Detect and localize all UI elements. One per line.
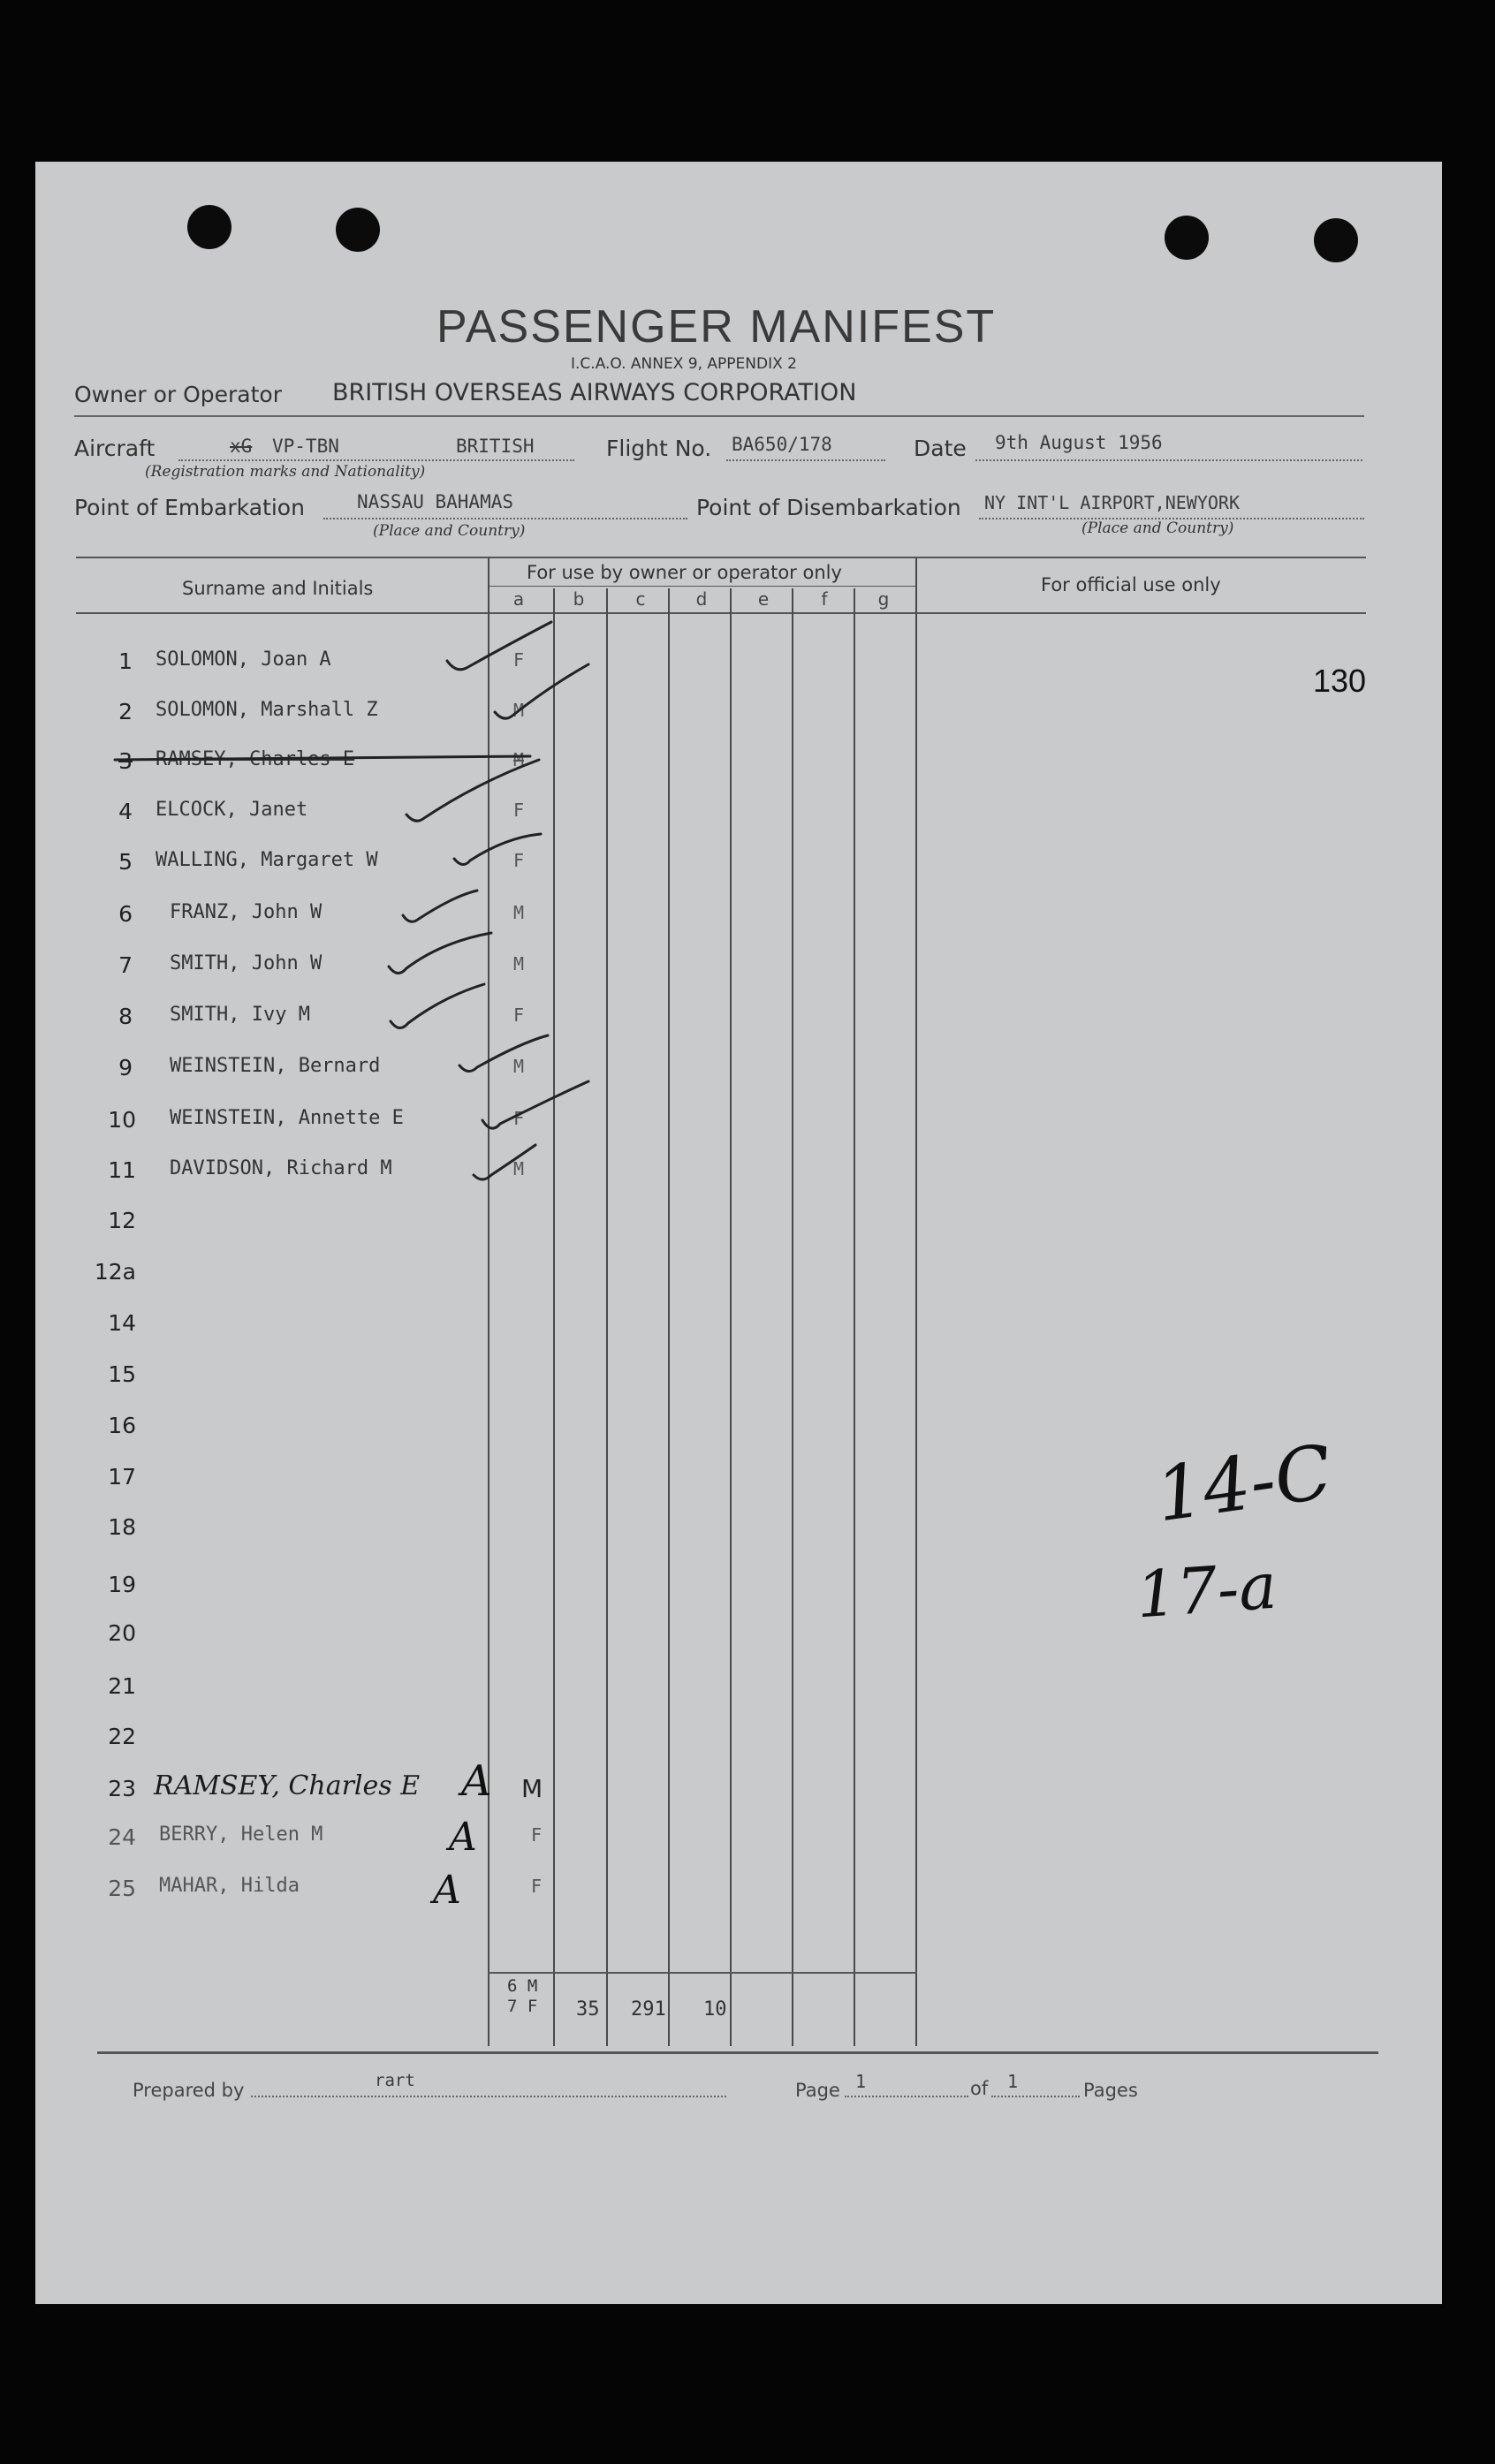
passenger-name: SMITH, Ivy M bbox=[170, 1004, 310, 1026]
punch-hole bbox=[336, 208, 380, 252]
row-number: 14 bbox=[108, 1310, 136, 1336]
totals-rule bbox=[488, 1972, 917, 1974]
row-number: 9 bbox=[118, 1055, 133, 1080]
aircraft-nationality: BRITISH bbox=[456, 436, 535, 457]
page-number-stamp: 130 bbox=[1313, 663, 1367, 699]
table-top-rule bbox=[76, 557, 1366, 558]
manifest-paper bbox=[35, 162, 1442, 2304]
passenger-name: WALLING, Margaret W bbox=[156, 849, 378, 871]
surname-header: Surname and Initials bbox=[182, 578, 374, 599]
of-label: of bbox=[970, 2078, 989, 2099]
page-value: 1 bbox=[855, 2071, 867, 2092]
row-number: 12a bbox=[94, 1259, 136, 1285]
owner-label: Owner or Operator bbox=[74, 382, 282, 407]
row-number: 19 bbox=[108, 1572, 136, 1597]
passenger-name: FRANZ, John W bbox=[170, 901, 323, 923]
date-line bbox=[975, 459, 1362, 461]
passenger-sex: M bbox=[512, 953, 525, 974]
column-rule bbox=[668, 588, 670, 2046]
row-number: 17 bbox=[108, 1464, 136, 1490]
passenger-sex: M bbox=[512, 749, 525, 770]
row-number: 2 bbox=[118, 699, 133, 724]
column-rule bbox=[606, 588, 608, 2046]
passenger-name: DAVIDSON, Richard M bbox=[170, 1157, 392, 1179]
row-number: 4 bbox=[118, 799, 133, 824]
row-number: 11 bbox=[108, 1157, 136, 1183]
row-number: 24 bbox=[108, 1824, 136, 1850]
prepared-by-line bbox=[251, 2096, 726, 2097]
passenger-sex: M bbox=[512, 902, 525, 923]
flight-number: BA650/178 bbox=[732, 434, 832, 455]
handwritten-a-mark: A bbox=[461, 1756, 492, 1806]
column-header-d: d bbox=[695, 588, 708, 610]
divider bbox=[74, 415, 1364, 417]
handwritten-note: 14-C bbox=[1150, 1428, 1338, 1539]
total-c: 291 bbox=[631, 1998, 666, 2020]
column-header-f: f bbox=[821, 588, 828, 610]
handwritten-a-mark: A bbox=[433, 1868, 461, 1913]
column-header-g: g bbox=[877, 588, 890, 610]
date-label: Date bbox=[914, 436, 967, 461]
passenger-name: ELCOCK, Janet bbox=[156, 799, 308, 821]
total-male: 6 M bbox=[507, 1976, 538, 1996]
column-header-b: b bbox=[573, 588, 585, 610]
official-header: For official use only bbox=[1041, 574, 1221, 595]
row-number: 20 bbox=[108, 1620, 136, 1646]
pages-label: Pages bbox=[1083, 2080, 1138, 2101]
passenger-name: SMITH, John W bbox=[170, 952, 323, 974]
row-number: 23 bbox=[108, 1776, 136, 1801]
row-number: 22 bbox=[108, 1724, 136, 1749]
row-number: 6 bbox=[118, 901, 133, 927]
row-number: 3 bbox=[118, 748, 133, 774]
passenger-name: WEINSTEIN, Bernard bbox=[170, 1055, 381, 1077]
embark-label: Point of Embarkation bbox=[74, 495, 305, 520]
disembark-value: NY INT'L AIRPORT,NEWYORK bbox=[984, 492, 1240, 513]
embark-value: NASSAU BAHAMAS bbox=[357, 491, 514, 512]
passenger-name: SOLOMON, Marshall Z bbox=[156, 699, 378, 721]
owner-value: BRITISH OVERSEAS AIRWAYS CORPORATION bbox=[332, 379, 857, 406]
passenger-name: MAHAR, Hilda bbox=[159, 1875, 300, 1897]
row-number: 21 bbox=[108, 1673, 136, 1699]
passenger-sex: F bbox=[512, 800, 525, 821]
form-subtitle: I.C.A.O. ANNEX 9, APPENDIX 2 bbox=[571, 355, 797, 373]
passenger-sex: F bbox=[512, 1005, 525, 1026]
prepared-by-label: Prepared by bbox=[133, 2080, 245, 2101]
aircraft-line bbox=[178, 459, 574, 461]
registration-note: (Registration marks and Nationality) bbox=[145, 463, 426, 481]
row-number: 18 bbox=[108, 1514, 136, 1540]
disembark-note: (Place and Country) bbox=[1081, 519, 1234, 537]
column-rule bbox=[553, 588, 555, 2046]
prepared-by-value: rart bbox=[375, 2071, 415, 2090]
punch-hole bbox=[1165, 216, 1209, 260]
column-header-c: c bbox=[635, 588, 646, 610]
row-number: 15 bbox=[108, 1361, 136, 1387]
passenger-name: WEINSTEIN, Annette E bbox=[170, 1107, 404, 1129]
passenger-sex: F bbox=[512, 649, 525, 671]
column-rule bbox=[792, 588, 793, 2046]
row-number: 25 bbox=[108, 1876, 136, 1901]
table-header-rule bbox=[76, 612, 1366, 614]
column-header-e: e bbox=[757, 588, 770, 610]
passenger-name-handwritten: RAMSEY, Charles E bbox=[154, 1770, 421, 1801]
embark-line bbox=[323, 518, 687, 519]
passenger-name: BERRY, Helen M bbox=[159, 1823, 323, 1846]
aircraft-struck: xG bbox=[230, 436, 253, 457]
row-number: 12 bbox=[108, 1208, 136, 1233]
punch-hole bbox=[187, 205, 231, 249]
disembark-label: Point of Disembarkation bbox=[696, 495, 961, 520]
passenger-sex: F bbox=[512, 850, 525, 871]
column-rule bbox=[915, 558, 917, 2046]
aircraft-registration: VP-TBN bbox=[272, 436, 339, 457]
row-number: 5 bbox=[118, 849, 133, 875]
total-female: 7 F bbox=[507, 1997, 538, 2016]
punch-hole bbox=[1314, 218, 1358, 262]
column-rule bbox=[854, 588, 855, 2046]
flight-line bbox=[726, 459, 885, 461]
column-header-a: a bbox=[512, 588, 525, 610]
of-value: 1 bbox=[1007, 2071, 1019, 2092]
handwritten-a-mark: A bbox=[449, 1815, 477, 1860]
embark-note: (Place and Country) bbox=[373, 522, 526, 540]
total-b: 35 bbox=[576, 1998, 600, 2020]
row-number: 10 bbox=[108, 1107, 136, 1133]
date-value: 9th August 1956 bbox=[995, 432, 1163, 453]
column-rule bbox=[730, 588, 732, 2046]
page-line bbox=[845, 2096, 968, 2097]
row-number: 1 bbox=[118, 648, 133, 674]
row-number: 8 bbox=[118, 1004, 133, 1029]
passenger-sex: M bbox=[512, 700, 525, 721]
row-number: 7 bbox=[118, 952, 133, 978]
passenger-sex: F bbox=[530, 1824, 543, 1846]
column-rule bbox=[488, 558, 489, 2046]
owner-use-underline bbox=[488, 586, 915, 587]
owner-use-header: For use by owner or operator only bbox=[527, 562, 842, 583]
aircraft-label: Aircraft bbox=[74, 436, 156, 461]
handwritten-note: 17-a bbox=[1134, 1548, 1279, 1633]
total-d: 10 bbox=[703, 1998, 727, 2020]
of-line bbox=[991, 2096, 1080, 2097]
passenger-sex: F bbox=[530, 1876, 543, 1897]
page-title: PASSENGER MANIFEST bbox=[436, 301, 997, 353]
passenger-sex: M bbox=[512, 1158, 525, 1179]
passenger-sex: M bbox=[512, 1056, 525, 1077]
flight-label: Flight No. bbox=[606, 436, 712, 461]
passenger-sex: M bbox=[521, 1774, 543, 1803]
passenger-name-struck: RAMSEY, Charles E bbox=[156, 748, 355, 770]
row-number: 16 bbox=[108, 1413, 136, 1438]
passenger-sex: F bbox=[512, 1108, 525, 1129]
table-bottom-rule bbox=[97, 2051, 1378, 2054]
page-label: Page bbox=[795, 2080, 840, 2101]
passenger-name: SOLOMON, Joan A bbox=[156, 648, 331, 671]
